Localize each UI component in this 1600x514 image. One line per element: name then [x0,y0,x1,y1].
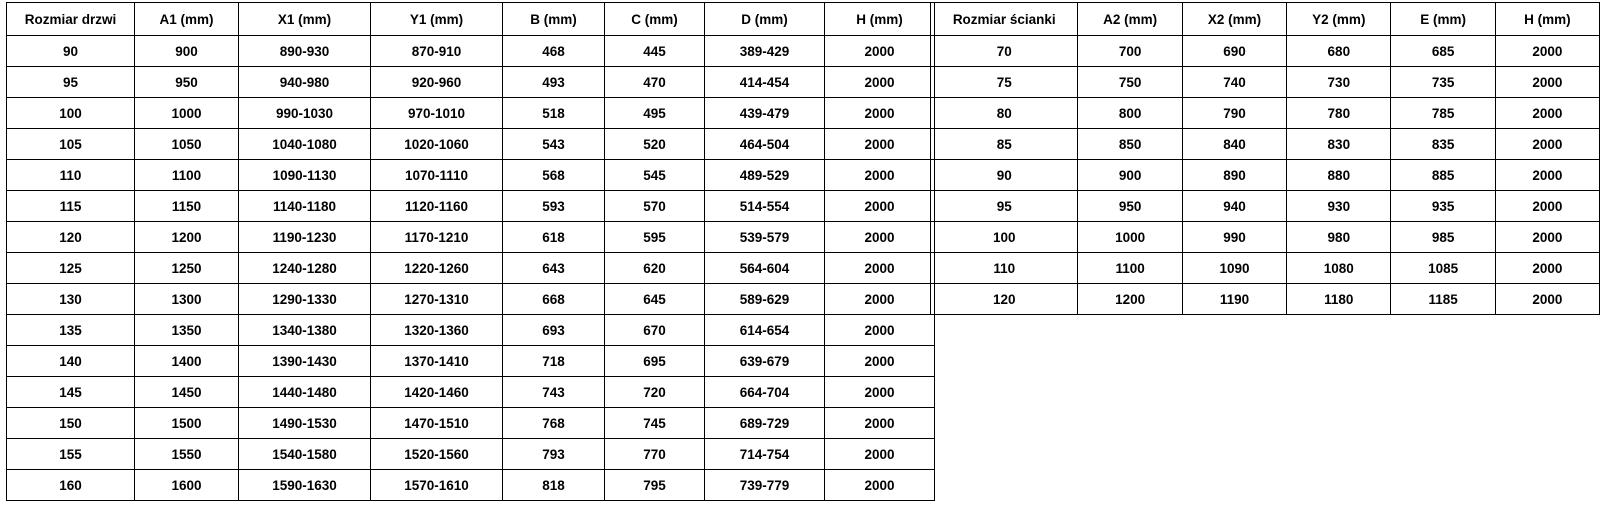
table-cell: 2000 [825,160,935,191]
table-head [931,3,1600,36]
table-cell: 1150 [135,191,239,222]
table-cell: 740 [1182,67,1286,98]
table-cell: 2000 [1495,36,1599,67]
table-cell: 670 [605,315,705,346]
table-row [931,253,1600,284]
table-cell: 680 [1287,36,1391,67]
table-row [931,98,1600,129]
table-cell: 445 [605,36,705,67]
table-cell: 120 [7,222,135,253]
table-row [931,284,1600,315]
walls-column-header: Rozmiar ścianki [931,3,1078,36]
table-row [931,191,1600,222]
table-cell: 690 [1182,36,1286,67]
table-cell: 1600 [135,470,239,501]
table-cell: 795 [605,470,705,501]
doors-column-header: Y1 (mm) [371,3,503,36]
table-cell: 1000 [1078,222,1182,253]
table-cell: 643 [503,253,605,284]
table-cell: 85 [931,129,1078,160]
doors-dimensions-table-container [6,2,935,501]
walls-column-header: A2 (mm) [1078,3,1182,36]
table-cell: 800 [1078,98,1182,129]
table-cell: 1080 [1287,253,1391,284]
table-cell: 639-679 [705,346,825,377]
table-cell: 135 [7,315,135,346]
table-cell: 1450 [135,377,239,408]
doors-column-header: Rozmiar drzwi [7,3,135,36]
table-cell: 539-579 [705,222,825,253]
table-cell: 818 [503,470,605,501]
doors-column-header: X1 (mm) [239,3,371,36]
table-cell: 120 [931,284,1078,315]
doors-dimensions-table [6,2,935,501]
table-cell: 739-779 [705,470,825,501]
table-cell: 1085 [1391,253,1495,284]
table-cell: 160 [7,470,135,501]
table-cell: 1340-1380 [239,315,371,346]
table-row [931,36,1600,67]
walls-dimensions-table [930,2,1600,315]
table-row [7,222,935,253]
table-cell: 1440-1480 [239,377,371,408]
table-cell: 2000 [1495,222,1599,253]
table-cell: 2000 [825,377,935,408]
table-cell: 520 [605,129,705,160]
walls-column-header: E (mm) [1391,3,1495,36]
table-cell: 145 [7,377,135,408]
table-cell: 2000 [1495,284,1599,315]
table-cell: 489-529 [705,160,825,191]
table-cell: 990-1030 [239,98,371,129]
table-cell: 718 [503,346,605,377]
table-cell: 1140-1180 [239,191,371,222]
table-cell: 75 [931,67,1078,98]
table-cell: 885 [1391,160,1495,191]
doors-column-header: C (mm) [605,3,705,36]
table-cell: 720 [605,377,705,408]
table-cell: 95 [7,67,135,98]
table-cell: 1500 [135,408,239,439]
table-cell: 1190 [1182,284,1286,315]
table-cell: 1320-1360 [371,315,503,346]
doors-column-header: A1 (mm) [135,3,239,36]
table-cell: 1180 [1287,284,1391,315]
table-row [7,67,935,98]
table-cell: 900 [1078,160,1182,191]
table-cell: 920-960 [371,67,503,98]
table-cell: 620 [605,253,705,284]
table-header-row [7,3,935,36]
table-cell: 130 [7,284,135,315]
table-cell: 770 [605,439,705,470]
table-cell: 389-429 [705,36,825,67]
table-cell: 1490-1530 [239,408,371,439]
table-cell: 564-604 [705,253,825,284]
table-cell: 2000 [825,408,935,439]
table-head [7,3,935,36]
table-cell: 970-1010 [371,98,503,129]
table-cell: 495 [605,98,705,129]
table-body [7,36,935,501]
table-row [7,439,935,470]
table-cell: 1470-1510 [371,408,503,439]
table-cell: 80 [931,98,1078,129]
table-row [7,129,935,160]
walls-column-header: H (mm) [1495,3,1599,36]
table-cell: 980 [1287,222,1391,253]
doors-column-header: D (mm) [705,3,825,36]
walls-dimensions-table-container [930,2,1600,315]
table-cell: 2000 [1495,253,1599,284]
table-cell: 545 [605,160,705,191]
table-cell: 1170-1210 [371,222,503,253]
table-cell: 414-454 [705,67,825,98]
table-cell: 870-910 [371,36,503,67]
table-cell: 950 [135,67,239,98]
table-cell: 2000 [1495,191,1599,222]
table-cell: 125 [7,253,135,284]
table-row [7,315,935,346]
table-cell: 880 [1287,160,1391,191]
table-body [931,36,1600,315]
table-cell: 1070-1110 [371,160,503,191]
table-cell: 900 [135,36,239,67]
table-cell: 1370-1410 [371,346,503,377]
table-cell: 990 [1182,222,1286,253]
table-cell: 518 [503,98,605,129]
table-cell: 830 [1287,129,1391,160]
table-cell: 1550 [135,439,239,470]
table-cell: 2000 [825,346,935,377]
table-cell: 95 [931,191,1078,222]
table-cell: 730 [1287,67,1391,98]
table-cell: 70 [931,36,1078,67]
table-cell: 464-504 [705,129,825,160]
table-cell: 790 [1182,98,1286,129]
doors-column-header: B (mm) [503,3,605,36]
table-cell: 1220-1260 [371,253,503,284]
table-cell: 105 [7,129,135,160]
walls-column-header: X2 (mm) [1182,3,1286,36]
doors-column-header: H (mm) [825,3,935,36]
table-cell: 685 [1391,36,1495,67]
table-cell: 2000 [825,67,935,98]
table-cell: 950 [1078,191,1182,222]
table-cell: 2000 [1495,67,1599,98]
table-cell: 100 [931,222,1078,253]
table-cell: 493 [503,67,605,98]
table-cell: 1520-1560 [371,439,503,470]
table-cell: 785 [1391,98,1495,129]
table-row [931,222,1600,253]
table-cell: 1050 [135,129,239,160]
table-cell: 155 [7,439,135,470]
table-cell: 1200 [1078,284,1182,315]
table-row [7,160,935,191]
table-cell: 780 [1287,98,1391,129]
table-cell: 695 [605,346,705,377]
table-cell: 1185 [1391,284,1495,315]
table-cell: 1100 [1078,253,1182,284]
table-row [7,377,935,408]
table-cell: 664-704 [705,377,825,408]
table-row [7,346,935,377]
table-cell: 1350 [135,315,239,346]
table-cell: 1240-1280 [239,253,371,284]
table-header-row [931,3,1600,36]
walls-column-header: Y2 (mm) [1287,3,1391,36]
table-cell: 568 [503,160,605,191]
table-cell: 745 [605,408,705,439]
table-row [7,98,935,129]
table-cell: 2000 [1495,160,1599,191]
table-cell: 668 [503,284,605,315]
table-cell: 90 [7,36,135,67]
table-cell: 614-654 [705,315,825,346]
table-cell: 890 [1182,160,1286,191]
table-cell: 2000 [1495,98,1599,129]
table-cell: 750 [1078,67,1182,98]
table-cell: 90 [931,160,1078,191]
table-cell: 985 [1391,222,1495,253]
table-cell: 693 [503,315,605,346]
table-cell: 714-754 [705,439,825,470]
table-cell: 1570-1610 [371,470,503,501]
table-row [931,67,1600,98]
table-cell: 1020-1060 [371,129,503,160]
table-cell: 1190-1230 [239,222,371,253]
table-cell: 1590-1630 [239,470,371,501]
table-cell: 110 [931,253,1078,284]
table-cell: 940 [1182,191,1286,222]
table-cell: 1100 [135,160,239,191]
table-cell: 2000 [825,98,935,129]
table-cell: 1290-1330 [239,284,371,315]
table-cell: 1300 [135,284,239,315]
table-row [931,160,1600,191]
table-cell: 1270-1310 [371,284,503,315]
table-cell: 1000 [135,98,239,129]
table-row [7,191,935,222]
table-cell: 1250 [135,253,239,284]
table-cell: 570 [605,191,705,222]
table-cell: 2000 [825,129,935,160]
table-cell: 618 [503,222,605,253]
table-cell: 1540-1580 [239,439,371,470]
table-cell: 1120-1160 [371,191,503,222]
table-cell: 115 [7,191,135,222]
table-cell: 589-629 [705,284,825,315]
table-cell: 645 [605,284,705,315]
table-cell: 1420-1460 [371,377,503,408]
table-cell: 743 [503,377,605,408]
table-cell: 930 [1287,191,1391,222]
table-cell: 150 [7,408,135,439]
table-cell: 514-554 [705,191,825,222]
table-cell: 2000 [825,253,935,284]
table-cell: 2000 [825,315,935,346]
table-cell: 1040-1080 [239,129,371,160]
table-cell: 595 [605,222,705,253]
table-cell: 470 [605,67,705,98]
table-row [7,284,935,315]
table-cell: 543 [503,129,605,160]
table-cell: 935 [1391,191,1495,222]
table-cell: 2000 [825,439,935,470]
table-cell: 2000 [1495,129,1599,160]
table-cell: 850 [1078,129,1182,160]
table-cell: 940-980 [239,67,371,98]
table-row [7,36,935,67]
table-cell: 890-930 [239,36,371,67]
table-cell: 689-729 [705,408,825,439]
table-cell: 2000 [825,284,935,315]
table-cell: 768 [503,408,605,439]
table-cell: 2000 [825,222,935,253]
table-cell: 700 [1078,36,1182,67]
table-cell: 2000 [825,191,935,222]
table-cell: 835 [1391,129,1495,160]
table-row [931,129,1600,160]
table-cell: 735 [1391,67,1495,98]
table-cell: 1390-1430 [239,346,371,377]
table-cell: 439-479 [705,98,825,129]
table-cell: 1090 [1182,253,1286,284]
table-row [7,408,935,439]
table-cell: 840 [1182,129,1286,160]
table-cell: 2000 [825,36,935,67]
table-cell: 1400 [135,346,239,377]
table-cell: 1200 [135,222,239,253]
table-cell: 140 [7,346,135,377]
table-cell: 2000 [825,470,935,501]
table-cell: 593 [503,191,605,222]
table-cell: 468 [503,36,605,67]
table-cell: 1090-1130 [239,160,371,191]
table-cell: 110 [7,160,135,191]
table-row [7,253,935,284]
table-row [7,470,935,501]
table-cell: 100 [7,98,135,129]
table-cell: 793 [503,439,605,470]
